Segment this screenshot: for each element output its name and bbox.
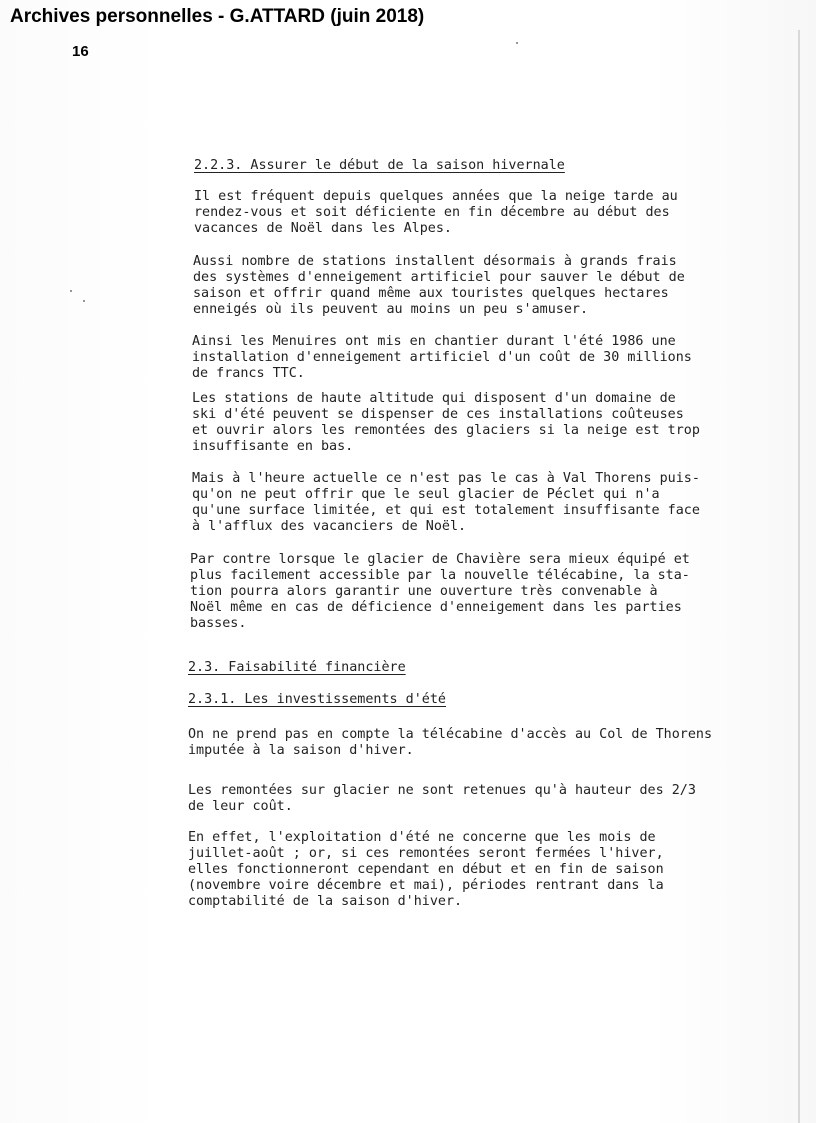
paragraph bbox=[190, 552, 710, 632]
text-line: de leur coût. bbox=[188, 799, 293, 814]
paragraph bbox=[193, 254, 713, 318]
paragraph bbox=[188, 830, 708, 910]
text-line: Noël même en cas de déficience d'enneigement dans les parties bbox=[190, 600, 682, 615]
text-line: vacances de Noël dans les Alpes. bbox=[194, 221, 452, 236]
text-line: à l'afflux des vacanciers de Noël. bbox=[192, 519, 467, 534]
text-line: Mais à l'heure actuelle ce n'est pas le cas à Val Thorens puis- bbox=[192, 471, 700, 486]
text-line: Par contre lorsque le glacier de Chavière sera mieux équipé et bbox=[190, 552, 690, 567]
text-line: Ainsi les Menuires ont mis en chantier durant l'été 1986 une bbox=[192, 334, 676, 349]
scan-speck bbox=[70, 290, 72, 292]
page-number: 16 bbox=[72, 43, 89, 60]
text-line: et ouvrir alors les remontées des glaciers si la neige est trop bbox=[192, 423, 700, 438]
paragraph bbox=[192, 334, 712, 382]
scan-speck bbox=[83, 300, 85, 302]
text-line: On ne prend pas en compte la télécabine d'accès au Col de Thorens bbox=[188, 727, 713, 742]
section-heading-2-3: 2.3. Faisabilité financière bbox=[188, 660, 406, 675]
text-line: des systèmes d'enneigement artificiel pour sauver le début de bbox=[193, 270, 685, 285]
archive-header-title: Archives personnelles - G.ATTARD (juin 2018) bbox=[10, 6, 425, 27]
text-line: imputée à la saison d'hiver. bbox=[188, 743, 414, 758]
paragraph bbox=[192, 391, 712, 455]
paragraph bbox=[194, 189, 714, 237]
text-line: Aussi nombre de stations installent désormais à grands frais bbox=[193, 254, 677, 269]
section-heading-2-2-3: 2.2.3. Assurer le début de la saison hivernale bbox=[194, 158, 565, 173]
scan-speck bbox=[516, 42, 518, 44]
text-line: plus facilement accessible par la nouvelle télécabine, la sta- bbox=[190, 568, 690, 583]
text-line: juillet-août ; or, si ces remontées seront fermées l'hiver, bbox=[188, 846, 664, 861]
section-heading-2-3-1: 2.3.1. Les investissements d'été bbox=[188, 692, 446, 707]
text-line: comptabilité de la saison d'hiver. bbox=[188, 894, 463, 909]
text-line: de francs TTC. bbox=[192, 366, 305, 381]
paragraph bbox=[192, 471, 712, 535]
text-line: ski d'été peuvent se dispenser de ces installations coûteuses bbox=[192, 407, 684, 422]
text-line: installation d'enneigement artificiel d'un coût de 30 millions bbox=[192, 350, 692, 365]
scan-edge bbox=[798, 30, 800, 1123]
text-line: Les stations de haute altitude qui disposent d'un domaine de bbox=[192, 391, 676, 406]
text-line: basses. bbox=[190, 616, 247, 631]
text-line: elles fonctionneront cependant en début et en fin de saison bbox=[188, 862, 664, 877]
text-line: Il est fréquent depuis quelques années que la neige tarde au bbox=[194, 189, 678, 204]
paragraph bbox=[188, 727, 713, 759]
text-line: qu'on ne peut offrir que le seul glacier de Péclet qui n'a bbox=[192, 487, 660, 502]
text-line: Les remontées sur glacier ne sont retenues qu'à hauteur des 2/3 bbox=[188, 783, 696, 798]
text-line: qu'une surface limitée, et qui est totalement insuffisante face bbox=[192, 503, 700, 518]
text-line: En effet, l'exploitation d'été ne concerne que les mois de bbox=[188, 830, 656, 845]
paragraph bbox=[188, 783, 708, 815]
text-line: enneigés où ils peuvent au moins un peu s'amuser. bbox=[193, 302, 589, 317]
text-line: tion pourra alors garantir une ouverture très convenable à bbox=[190, 584, 658, 599]
text-line: insuffisante en bas. bbox=[192, 439, 354, 454]
text-line: (novembre voire décembre et mai), périodes rentrant dans la bbox=[188, 878, 664, 893]
text-line: rendez-vous et soit déficiente en fin décembre au début des bbox=[194, 205, 670, 220]
text-line: saison et offrir quand même aux touristes quelques hectares bbox=[193, 286, 669, 301]
